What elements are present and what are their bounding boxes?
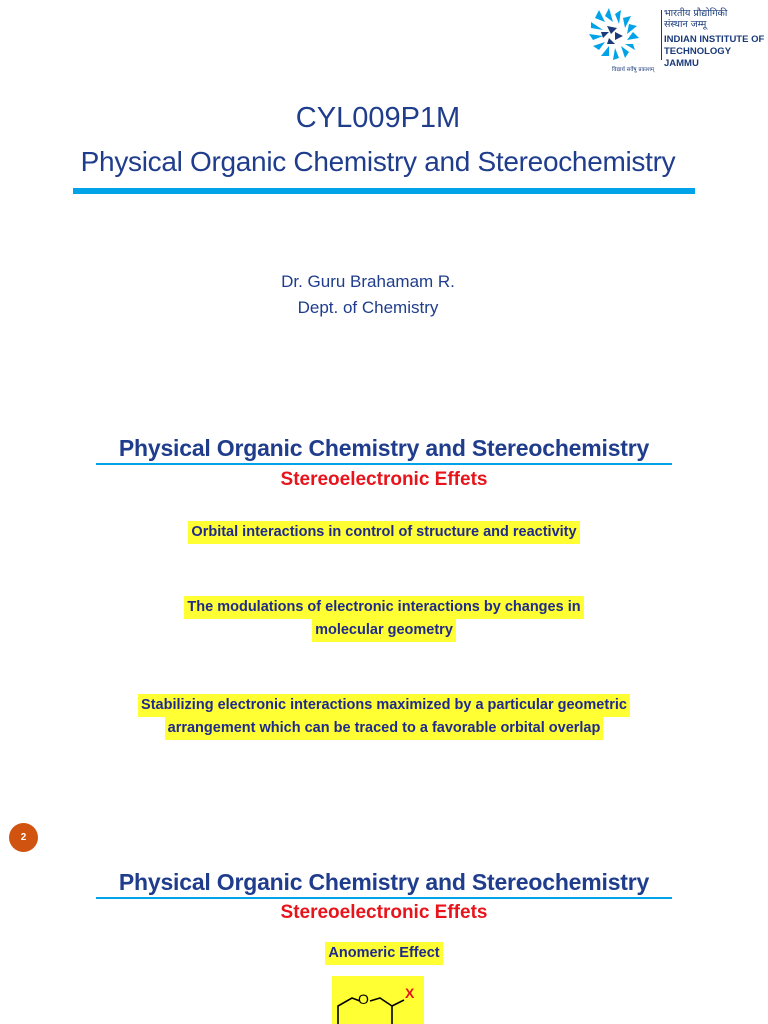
- slide2-subheading: Stereoelectronic Effets: [280, 469, 488, 490]
- slide3-subheading: Stereoelectronic Effets: [280, 902, 488, 923]
- course-title: Physical Organic Chemistry and Stereochemistry: [80, 146, 676, 177]
- course-code: CYL009P1M: [295, 102, 461, 134]
- iit-jammu-logo-icon: [585, 6, 659, 66]
- point-1: [0, 521, 768, 544]
- oxygen-atom-label: O: [358, 991, 369, 1007]
- point-1-line-1: Orbital interactions in control of structure and reactivity: [188, 521, 579, 544]
- logo-hindi-line1: भारतीय प्रौद्योगिकी: [664, 8, 728, 19]
- slide2-heading: Physical Organic Chemistry and Stereochemistry: [118, 435, 650, 461]
- logo-hindi-text: [664, 8, 727, 30]
- topic-label: [0, 942, 768, 965]
- logo-english-text: [664, 34, 768, 70]
- point-2-line-2: molecular geometry: [312, 619, 456, 642]
- point-2-line-1: The modulations of electronic interactions by changes in: [184, 596, 583, 619]
- logo-english-line1: INDIAN INSTITUTE OF: [664, 34, 765, 45]
- slide3-heading: Physical Organic Chemistry and Stereochemistry: [118, 869, 650, 895]
- title-underline: [73, 188, 695, 194]
- logo-hindi-line2: संस्थान जम्मू: [664, 19, 707, 30]
- logo-english-line2: TECHNOLOGY JAMMU: [664, 46, 731, 69]
- point-3: [0, 694, 768, 740]
- point-2: [0, 596, 768, 642]
- point-3-line-2: arrangement which can be traced to a favorable orbital overlap: [165, 717, 604, 740]
- substituent-x-label: X: [405, 985, 415, 1001]
- slide3-heading-underline: [96, 897, 672, 899]
- logo-tagline: विद्यार्थ सर्वेषु प्रकाशम्: [612, 67, 655, 73]
- slide2-heading-underline: [96, 463, 672, 465]
- point-3-line-1: Stabilizing electronic interactions maximized by a particular geometric: [138, 694, 630, 717]
- anomeric-effect-label: Anomeric Effect: [325, 942, 442, 965]
- author-name: Dr. Guru Brahamam R.: [281, 272, 455, 291]
- logo-divider: [661, 10, 662, 60]
- department: Dept. of Chemistry: [297, 298, 439, 317]
- tetrahydropyran-diagram: [332, 976, 424, 1024]
- page-number-badge: 2: [9, 823, 38, 852]
- molecule-structure: [332, 976, 424, 1024]
